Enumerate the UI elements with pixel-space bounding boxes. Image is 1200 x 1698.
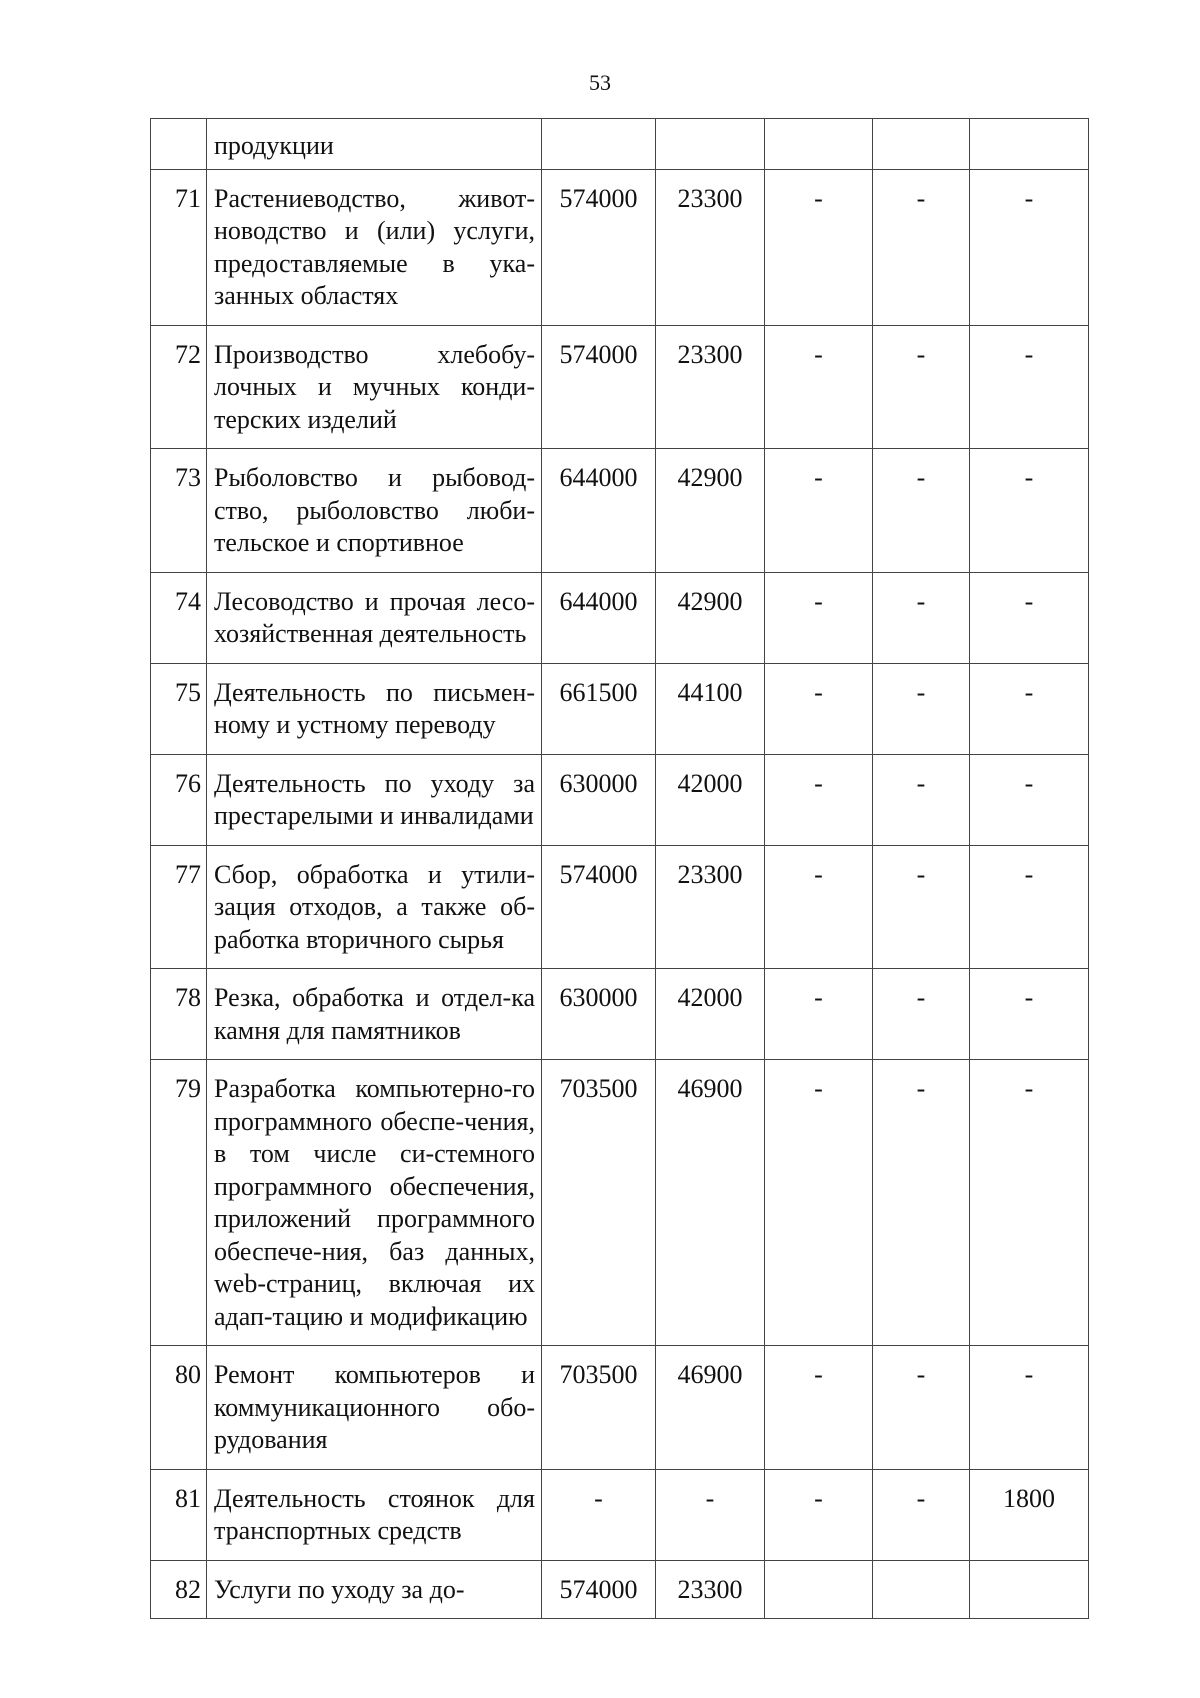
value-cell-3: - [765,169,873,325]
value-cell-1: 630000 [542,754,656,845]
activity-description-cell: продукции [207,119,542,170]
value-cell-1: 703500 [542,1346,656,1470]
row-number-cell: 80 [151,1346,207,1470]
table-row [151,119,1089,170]
value-cell-3: - [765,1469,873,1560]
row-number-cell: 77 [151,845,207,969]
activity-description-cell: Разработка компьютерно-го программного обеспе-чения, в том числе си-стемного программного обеспечения, приложений программного обеспече-ния, баз данных, web-страниц, включая их адап-тацию и модификацию [207,1060,542,1346]
table-row [151,1469,1089,1560]
value-cell-5: - [970,1346,1089,1470]
value-cell-2: 46900 [656,1346,765,1470]
value-cell-4: - [873,169,970,325]
value-cell-1: 574000 [542,169,656,325]
row-number-cell: 78 [151,969,207,1060]
value-cell-4 [873,1560,970,1619]
value-cell-5 [970,119,1089,170]
value-cell-2 [656,119,765,170]
value-cell-2: 42900 [656,449,765,573]
value-cell-3: - [765,325,873,449]
row-number-cell: 79 [151,1060,207,1346]
table-row [151,969,1089,1060]
activity-description-cell: Деятельность по письмен-ному и устному переводу [207,663,542,754]
value-cell-1: 703500 [542,1060,656,1346]
value-cell-2: 23300 [656,325,765,449]
row-number-cell: 75 [151,663,207,754]
value-cell-5: 1800 [970,1469,1089,1560]
value-cell-1 [542,119,656,170]
value-cell-3: - [765,1060,873,1346]
value-cell-2: 42900 [656,572,765,663]
value-cell-5: - [970,845,1089,969]
value-cell-2: 42000 [656,754,765,845]
value-cell-5: - [970,325,1089,449]
row-number-cell: 81 [151,1469,207,1560]
activity-description-cell: Растениеводство, живот-новодство и (или) услуги, предоставляемые в ука-занных областях [207,169,542,325]
value-cell-2: - [656,1469,765,1560]
value-cell-4: - [873,663,970,754]
value-cell-1: 661500 [542,663,656,754]
table-body [151,119,1089,1619]
value-cell-2: 44100 [656,663,765,754]
value-cell-4: - [873,845,970,969]
value-cell-3: - [765,449,873,573]
value-cell-1: 644000 [542,449,656,573]
activity-description-cell: Резка, обработка и отдел-ка камня для памятников [207,969,542,1060]
value-cell-5 [970,1560,1089,1619]
value-cell-2: 23300 [656,169,765,325]
table-row [151,325,1089,449]
value-cell-5: - [970,169,1089,325]
value-cell-2: 46900 [656,1060,765,1346]
activity-description-cell: Деятельность стоянок для транспортных средств [207,1469,542,1560]
row-number-cell: 73 [151,449,207,573]
value-cell-4 [873,119,970,170]
value-cell-1: 574000 [542,1560,656,1619]
value-cell-4: - [873,969,970,1060]
activity-description-cell: Производство хлебобу-лочных и мучных конди-терских изделий [207,325,542,449]
table-row [151,845,1089,969]
value-cell-3: - [765,754,873,845]
value-cell-3: - [765,663,873,754]
value-cell-5: - [970,754,1089,845]
row-number-cell: 72 [151,325,207,449]
tax-table [150,118,1089,1619]
activity-description-cell: Лесоводство и прочая лесо-хозяйственная деятельность [207,572,542,663]
value-cell-1: - [542,1469,656,1560]
table-row [151,169,1089,325]
row-number-cell: 71 [151,169,207,325]
table-row [151,1346,1089,1470]
value-cell-4: - [873,1469,970,1560]
value-cell-1: 574000 [542,845,656,969]
value-cell-5: - [970,663,1089,754]
value-cell-3 [765,1560,873,1619]
value-cell-5: - [970,969,1089,1060]
value-cell-1: 644000 [542,572,656,663]
value-cell-4: - [873,754,970,845]
table-row [151,1060,1089,1346]
value-cell-3: - [765,969,873,1060]
value-cell-5: - [970,572,1089,663]
value-cell-4: - [873,572,970,663]
row-number-cell: 82 [151,1560,207,1619]
row-number-cell: 74 [151,572,207,663]
value-cell-5: - [970,449,1089,573]
value-cell-5: - [970,1060,1089,1346]
value-cell-4: - [873,449,970,573]
value-cell-3 [765,119,873,170]
value-cell-3: - [765,572,873,663]
table-row [151,754,1089,845]
value-cell-2: 23300 [656,1560,765,1619]
table-row [151,449,1089,573]
value-cell-1: 574000 [542,325,656,449]
value-cell-4: - [873,1060,970,1346]
value-cell-4: - [873,1346,970,1470]
value-cell-2: 23300 [656,845,765,969]
activity-description-cell: Деятельность по уходу за престарелыми и инвалидами [207,754,542,845]
page-number: 53 [589,70,611,95]
table-row [151,572,1089,663]
activity-description-cell: Сбор, обработка и утили-зация отходов, а также об-работка вторичного сырья [207,845,542,969]
activity-description-cell: Рыболовство и рыбовод-ство, рыболовство люби-тельское и спортивное [207,449,542,573]
value-cell-4: - [873,325,970,449]
value-cell-1: 630000 [542,969,656,1060]
value-cell-3: - [765,1346,873,1470]
table-row [151,1560,1089,1619]
activity-description-cell: Ремонт компьютеров и коммуникационного обо-рудования [207,1346,542,1470]
activity-description-cell: Услуги по уходу за до- [207,1560,542,1619]
row-number-cell [151,119,207,170]
table-row [151,663,1089,754]
row-number-cell: 76 [151,754,207,845]
value-cell-2: 42000 [656,969,765,1060]
value-cell-3: - [765,845,873,969]
